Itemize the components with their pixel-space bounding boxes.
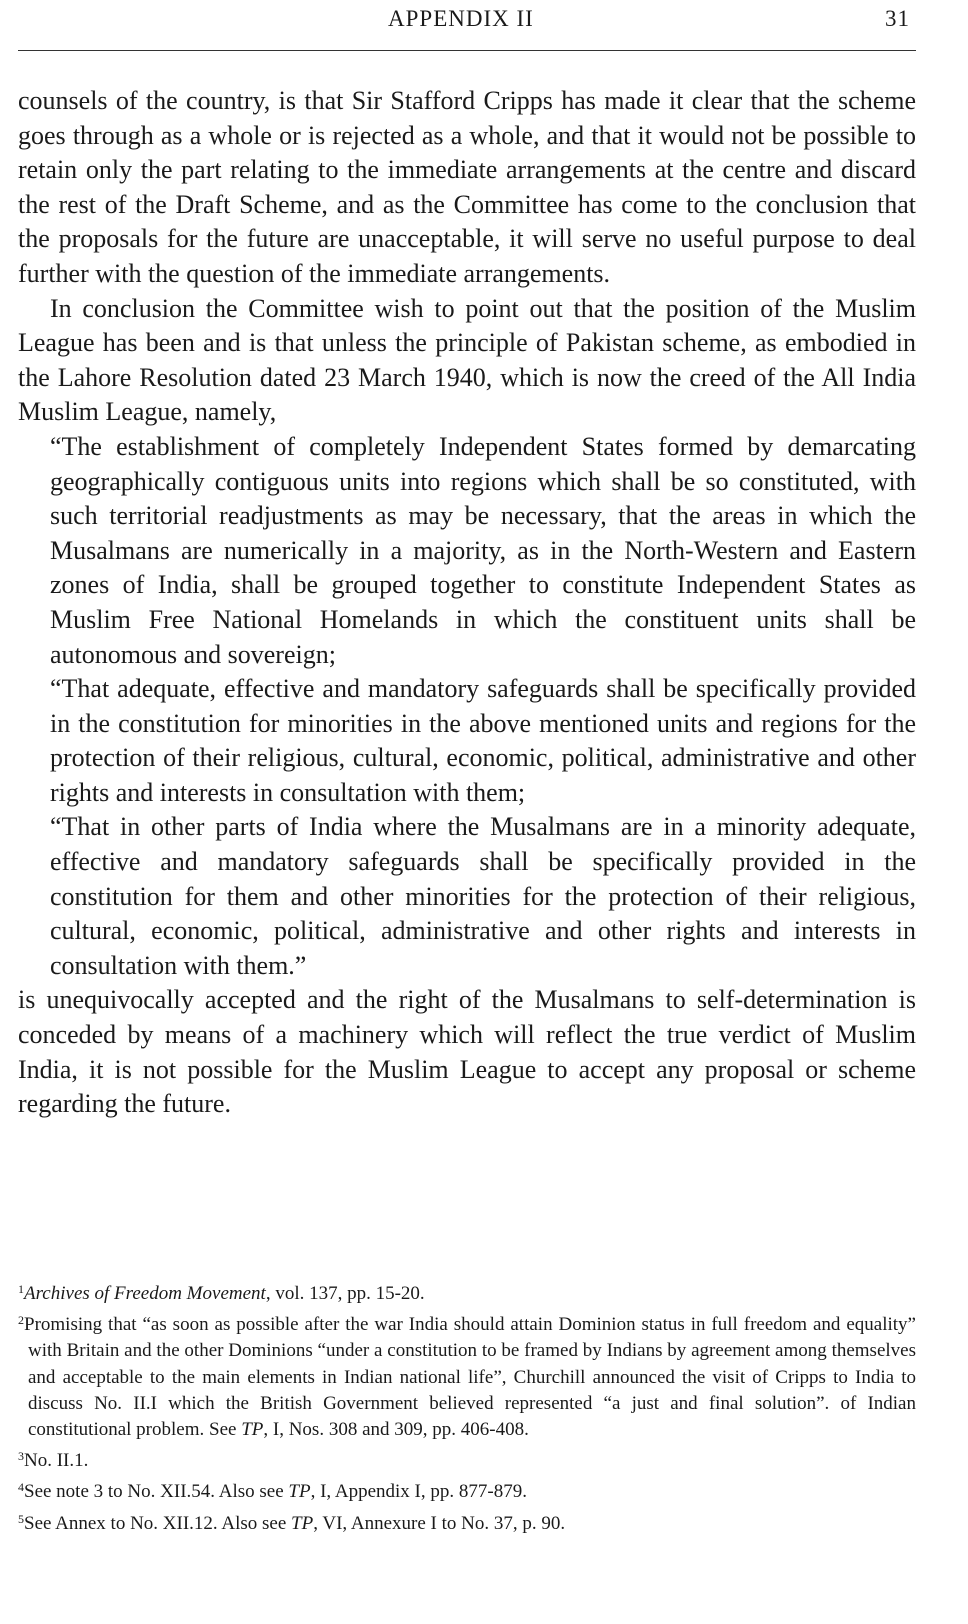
- footnote-marker: 1: [18, 1282, 24, 1296]
- quoted-paragraph: “That adequate, effective and mandatory safeguards shall be specifically provided in the constitution for minorities in the above mentioned units and regions for the protection of their religious, cultural, economic, political, administrative and other rights and interests in consultation with them;: [50, 674, 916, 807]
- footnote-text: , VI, Annexure I to No. 37, p. 90.: [313, 1512, 566, 1534]
- footnotes: [18, 1276, 916, 1537]
- paragraph: counsels of the country, is that Sir Stafford Cripps has made it clear that the scheme goes through as a whole or is rejected as a whole, and that it would not be possible to retain only the part relating to the immediate arrangements at the centre and discard the rest of the Draft Scheme, and as the Committee has come to the conclusion that the proposals for the future are unacceptable, it will serve no useful purpose to deal further with the question of the immediate arrangements.: [18, 86, 916, 288]
- footnote: [18, 1276, 916, 1307]
- footnote-source-title: TP: [241, 1419, 264, 1441]
- footnote-source-title: TP: [288, 1481, 311, 1503]
- running-header: [18, 4, 916, 40]
- header-rule: [18, 50, 916, 51]
- footnote-text: Promising that “as soon as possible after the war India should attain Dominion status in full freedom and equality” with Britain and the other Dominions “under a constitution to be framed by Indians by agreement among themselves and acceptable to the main elements in Indian national life”, Churchill announced the visit of Cripps to India to discuss No. II.I which the British Government believed represented “a just and final solution”. of Indian constitutional problem. See: [24, 1314, 916, 1441]
- paragraph: In conclusion the Committee wish to point out that the position of the Muslim League has been and is that unless the principle of Pakistan scheme, as embodied in the Lahore Resolution dated 23 March 1940, which is now the creed of the All India Muslim League, namely,: [18, 293, 916, 427]
- footnote-marker: 5: [18, 1511, 24, 1526]
- quoted-paragraph: “That in other parts of India where the Musalmans are in a minority adequate, effective and mandatory safeguards shall be specifically provided in the constitution for them and other minorities for the protection of their religious, cultural, economic, political, administrative and other rights and interests in consultation with them.”: [50, 812, 916, 980]
- body-text: [18, 84, 916, 1122]
- footnote-text: , vol. 137, pp. 15-20.: [265, 1283, 425, 1304]
- paragraph: is unequivocally accepted and the right of the Musalmans to self-determination is conceded by means of a machinery which will reflect the true verdict of Muslim India, it is not possible for the Muslim League to accept any proposal or scheme regarding the future.: [18, 985, 916, 1119]
- footnote-source-title: TP: [291, 1512, 314, 1534]
- footnote-marker: 3: [18, 1449, 24, 1464]
- footnote-marker: 4: [18, 1480, 24, 1495]
- footnote: [18, 1474, 916, 1505]
- quoted-paragraph: “The establishment of completely Independent States formed by demarcating geographically contiguous units into regions which shall be so constituted, with such territorial readjustments as may be necessary, that the areas in which the Musalmans are numerically in a majority, as in the North-Western and Eastern zones of India, shall be grouped together to constitute Independent States as Muslim Free National Homelands in which the constituent units shall be autonomous and sovereign;: [50, 431, 916, 669]
- footnote-text: See note 3 to No. XII.54. Also see: [24, 1481, 289, 1503]
- page-number: 31: [885, 6, 910, 31]
- footnote-text: See Annex to No. XII.12. Also see: [24, 1512, 292, 1534]
- footnote-marker: 2: [18, 1313, 24, 1328]
- footnote: [18, 1506, 916, 1537]
- footnote-text: No. II.1.: [24, 1450, 89, 1472]
- footnote-source-title: Archives of Freedom Movement: [24, 1283, 266, 1304]
- footnote: [18, 1307, 916, 1443]
- footnote-text: , I, Nos. 308 and 309, pp. 406-408.: [263, 1419, 529, 1441]
- footnote: [18, 1443, 916, 1474]
- header-title: APPENDIX II: [388, 6, 534, 31]
- footnote-text: , I, Appendix I, pp. 877-879.: [310, 1481, 527, 1503]
